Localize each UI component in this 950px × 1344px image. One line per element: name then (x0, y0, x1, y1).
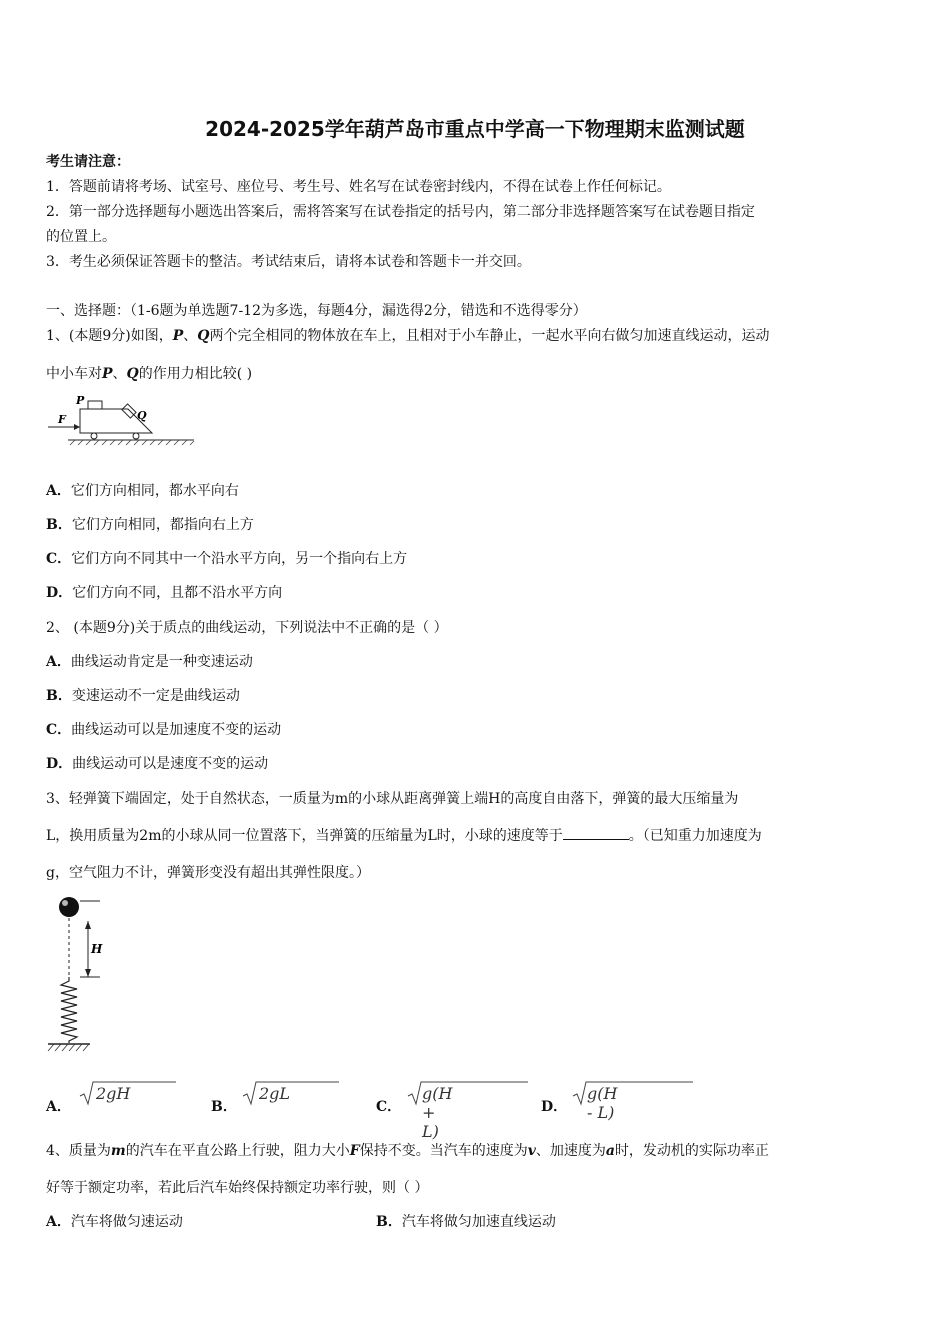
q2-stem: 2、 (本题9分)关于质点的曲线运动，下列说法中不正确的是（ ） (46, 620, 448, 636)
q1-cart-figure (46, 393, 196, 448)
q1-Q2: Q (126, 366, 139, 382)
notice-heading: 考生请注意： (46, 154, 130, 170)
q3-stem-line3: g，空气阻力不计，弹簧形变没有超出其弹性限度。） (46, 865, 370, 881)
q4-stem-line2: 好等于额定功率，若此后汽车始终保持额定功率行驶，则（ ） (46, 1180, 429, 1196)
ground-hatch (70, 440, 194, 445)
q1-P2: P (102, 366, 113, 382)
q4-a: a (605, 1143, 615, 1159)
force-arrow-head (74, 424, 80, 430)
label-Q: Q (137, 409, 147, 422)
q3-spring-figure (44, 893, 110, 1055)
H-arrow-up (85, 921, 91, 929)
q2-option[interactable]: D．曲线运动可以是速度不变的运动 (46, 756, 269, 772)
q1-stem-rest: 两个完全相同的物体放在车上，且相对于小车静止，一起水平向右做匀加速直线运动，运动 (209, 328, 770, 344)
notice-item: 2．第一部分选择题每小题选出答案后，需将答案写在试卷指定的括号内，第二部分非选择题答案写在试卷题目指定 (46, 204, 755, 220)
q4-stem-line1: 4、质量为m的汽车在平直公路上行驶，阻力大小F保持不变。当汽车的速度为v、加速度为a时，发动机的实际功率正 (46, 1143, 769, 1159)
label-P: P (76, 394, 85, 407)
q1-option[interactable]: C．它们方向不同其中一个沿水平方向，另一个指向右上方 (46, 551, 408, 567)
q1-Q: Q (197, 328, 210, 344)
q2-option[interactable]: B．变速运动不一定是曲线运动 (46, 688, 240, 704)
ball (59, 897, 79, 917)
q1-stem2-rest: 的作用力相比较( ) (138, 366, 253, 382)
q3-stem-line1: 3、轻弹簧下端固定，处于自然状态，一质量为m的小球从距离弹簧上端H的高度自由落下，弹簧的最大压缩量为 (46, 791, 739, 807)
notice-item: 3．考生必须保证答题卡的整洁。考试结束后，请将本试卷和答题卡一并交回。 (46, 254, 531, 270)
q1-stem-line1 (46, 327, 908, 345)
q1-stem2-prefix: 中小车对 (46, 366, 102, 382)
label-H: H (91, 942, 103, 956)
q1-stem-prefix: 1、(本题9分)如图， (46, 328, 173, 344)
q1-option[interactable]: B．它们方向相同，都指向右上方 (46, 517, 254, 533)
q4-F: F (349, 1143, 360, 1159)
q1-sep: 、 (183, 328, 198, 344)
section-heading: 一、选择题：（1-6题为单选题7-12为多选，每题4分，漏选得2分，错选和不选得零分） (46, 303, 587, 319)
block-P (88, 401, 102, 409)
wheel (133, 433, 139, 439)
q4-v: v (527, 1143, 536, 1159)
wheel (91, 433, 97, 439)
q4-m: m (110, 1143, 126, 1159)
q4-option[interactable]: A．汽车将做匀速运动 (46, 1214, 183, 1230)
q1-P: P (172, 328, 184, 344)
q3-stem2-b: 。（已知重力加速度为 (628, 828, 762, 844)
answer-blank[interactable] (563, 827, 629, 840)
q1-option[interactable]: A．它们方向相同，都水平向右 (46, 483, 239, 499)
q1-sep2: 、 (112, 366, 127, 382)
spring (61, 977, 77, 1043)
page-title: 2024-2025学年葫芦岛市重点中学高一下物理期末监测试题 (205, 117, 745, 141)
q3-stem-line2 (46, 827, 908, 845)
q2-option[interactable]: A．曲线运动肯定是一种变速运动 (46, 654, 253, 670)
ball-highlight (62, 900, 68, 906)
H-arrow-down (85, 969, 91, 977)
notice-item: 的位置上。 (46, 229, 116, 245)
q1-option[interactable]: D．它们方向不同，且都不沿水平方向 (46, 585, 283, 601)
q3-stem2-a: L，换用质量为2m的小球从同一位置落下，当弹簧的压缩量为L时，小球的速度等于 (46, 828, 563, 844)
sqrt-icon (241, 1080, 341, 1108)
exam-page: 2024-2025学年葫芦岛市重点中学高一下物理期末监测试题 考生请注意： 1．答题前请将考场、试室号、座位号、考生号、姓名写在试卷密封线内，不得在试卷上作任何标记。 2．第一部分选择题每小题选出答案后，需将答案写在试卷指定的括号内，第二部分非选择题答案写在试卷题目指定 的位置上。 3．考生必须保证答题卡的整洁。考试结束后，请将本试卷和答题卡一并交回。 一、选择题：（1-6题为单选题7-12为多选，每题4分，漏选得2分，错选和不选得零分） 1、(本题9分)如图，P、Q两个完全相同的物体放在车上，且相对于小车静止，一起水平向右做匀加速直线运动，运动 中小车对P、Q的作用力相比较( ) F P Q A．它们方向相同，都水平向右 B．它们方向相同，都指向右上方 C．它们方向不同其中一个沿水平方向，另一个指向右上方 D．它们方向不同，且都不沿水平方向 2、 (本题9分)关于质点的曲线运动，下列说法中不正确的是（ ） A．曲线运动肯定是一种变速运动 B．变速运动不一定是曲线运动 C．曲线运动可以是加速度不变的运动 D．曲线运动可以是速度不变的运动 3、轻弹簧下端固定，处于自然状态，一质量为m的小球从距离弹簧上端H的高度自由落下，弹簧的最大压缩量为 L，换用质量为2m的小球从同一位置落下，当弹簧的压缩量为L时，小球的速度等于 。（已知重力加速度为 g，空气阻力不计，弹簧形变没有超出其弹性限度。） H A． 2gH B． 2gL C． g(H + L) D． g(H - L) 4、质量为m的汽车在平直公路上行驶，阻力大小F保持不变。当汽车的速度为v、加速度为a时，发动机的实际功率正 好等于额定功率，若此后汽车始终保持额定功率行驶，则（ ） A．汽车将做匀速运动 B．汽车将做匀加速直线运动 (0, 0, 950, 1344)
q1-stem-line2 (46, 365, 908, 383)
notice-item: 1．答题前请将考场、试室号、座位号、考生号、姓名写在试卷密封线内，不得在试卷上作任何标记。 (46, 179, 671, 195)
base-hatch (48, 1044, 89, 1051)
block-Q (122, 404, 136, 418)
label-F: F (58, 413, 66, 426)
q4-option[interactable]: B．汽车将做匀加速直线运动 (376, 1214, 556, 1230)
q2-option[interactable]: C．曲线运动可以是加速度不变的运动 (46, 722, 282, 738)
